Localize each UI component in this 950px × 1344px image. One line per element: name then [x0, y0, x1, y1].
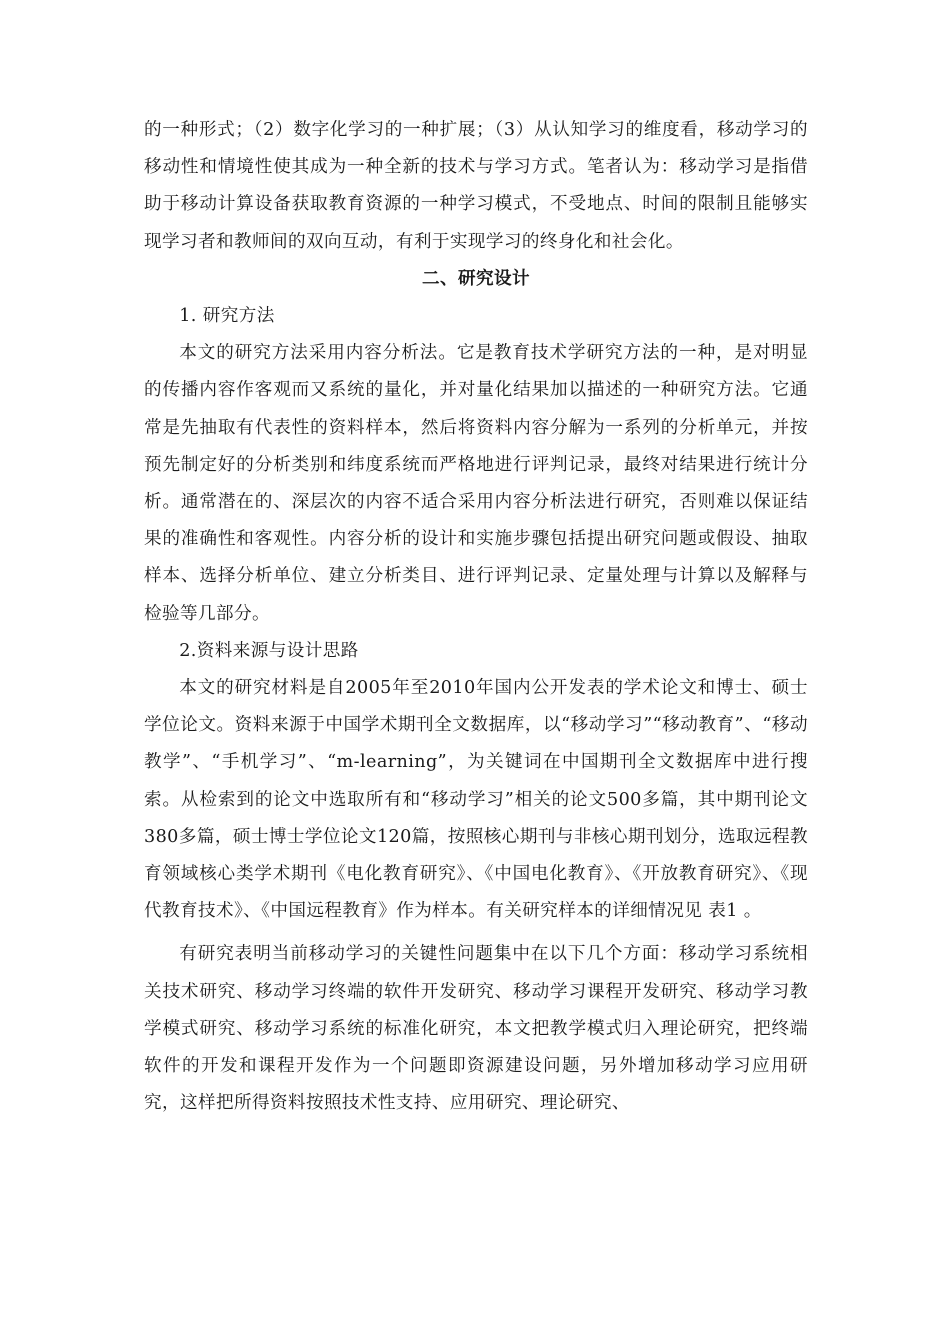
subsection-heading-sources: 2.资料来源与设计思路	[179, 640, 359, 661]
intro-paragraph: 的一种形式；（2）数字化学习的一种扩展；（3）从认知学习的维度看，移动学习的移动性和情境性使其成为一种全新的技术与学习方式。笔者认为：移动学习是指借助于移动计算设备获取教育资源的一种学习模式，不受地点、时间的限制且能够实现学习者和教师间的双向互动，有利于实现学习的终身化和社会化。	[144, 120, 808, 252]
methods-paragraph: 本文的研究方法采用内容分析法。它是教育技术学研究方法的一种，是对明显的传播内容作客观而又系统的量化，并对量化结果加以描述的一种研究方法。它通常是先抽取有代表性的资料样本，然后将资料内容分解为一系列的分析单元，并按预先制定好的分析类别和纬度系统而严格地进行评判记录，最终对结果进行统计分析。通常潜在的、深层次的内容不适合采用内容分析法进行研究，否则难以保证结果的准确性和客观性。内容分析的设计和实施步骤包括提出研究问题或假设、抽取样本、选择分析单位、建立分析类目、进行评判记录、定量处理与计算以及解释与检验等几部分。	[144, 343, 808, 624]
research-issues-paragraph: 有研究表明当前移动学习的关键性问题集中在以下几个方面：移动学习系统相关技术研究、移动学习终端的软件开发研究、移动学习课程开发研究、移动学习教学模式研究、移动学习系统的标准化研究，本文把教学模式归入理论研究，把终端软件的开发和课程开发作为一个问题即资源建设问题，另外增加移动学习应用研究，这样把所得资料按照技术性支持、应用研究、理论研究、	[144, 944, 808, 1114]
subsection-heading-methods: 1. 研究方法	[179, 306, 275, 327]
section-heading: 二、研究设计	[422, 268, 530, 289]
sources-paragraph: 本文的研究材料是自2005年至2010年国内公开发表的学术论文和博士、硕士学位论文。资料来源于中国学术期刊全文数据库，以“移动学习”“移动教育”、“移动教学”、“手机学习”、“m-learning”，为关键词在中国期刊全文数据库中进行搜索。从检索到的论文中选取所有和“移动学习”相关的论文500多篇，其中期刊论文380多篇，硕士博士学位论文120篇，按照核心期刊与非核心期刊划分，选取远程教育领域核心类学术期刊《电化教育研究》、《中国电化教育》、《开放教育研究》、《现代教育技术》、《中国远程教育》作为样本。有关研究样本的详细情况见 表1 。	[144, 678, 808, 922]
document-page	[144, 112, 808, 1122]
